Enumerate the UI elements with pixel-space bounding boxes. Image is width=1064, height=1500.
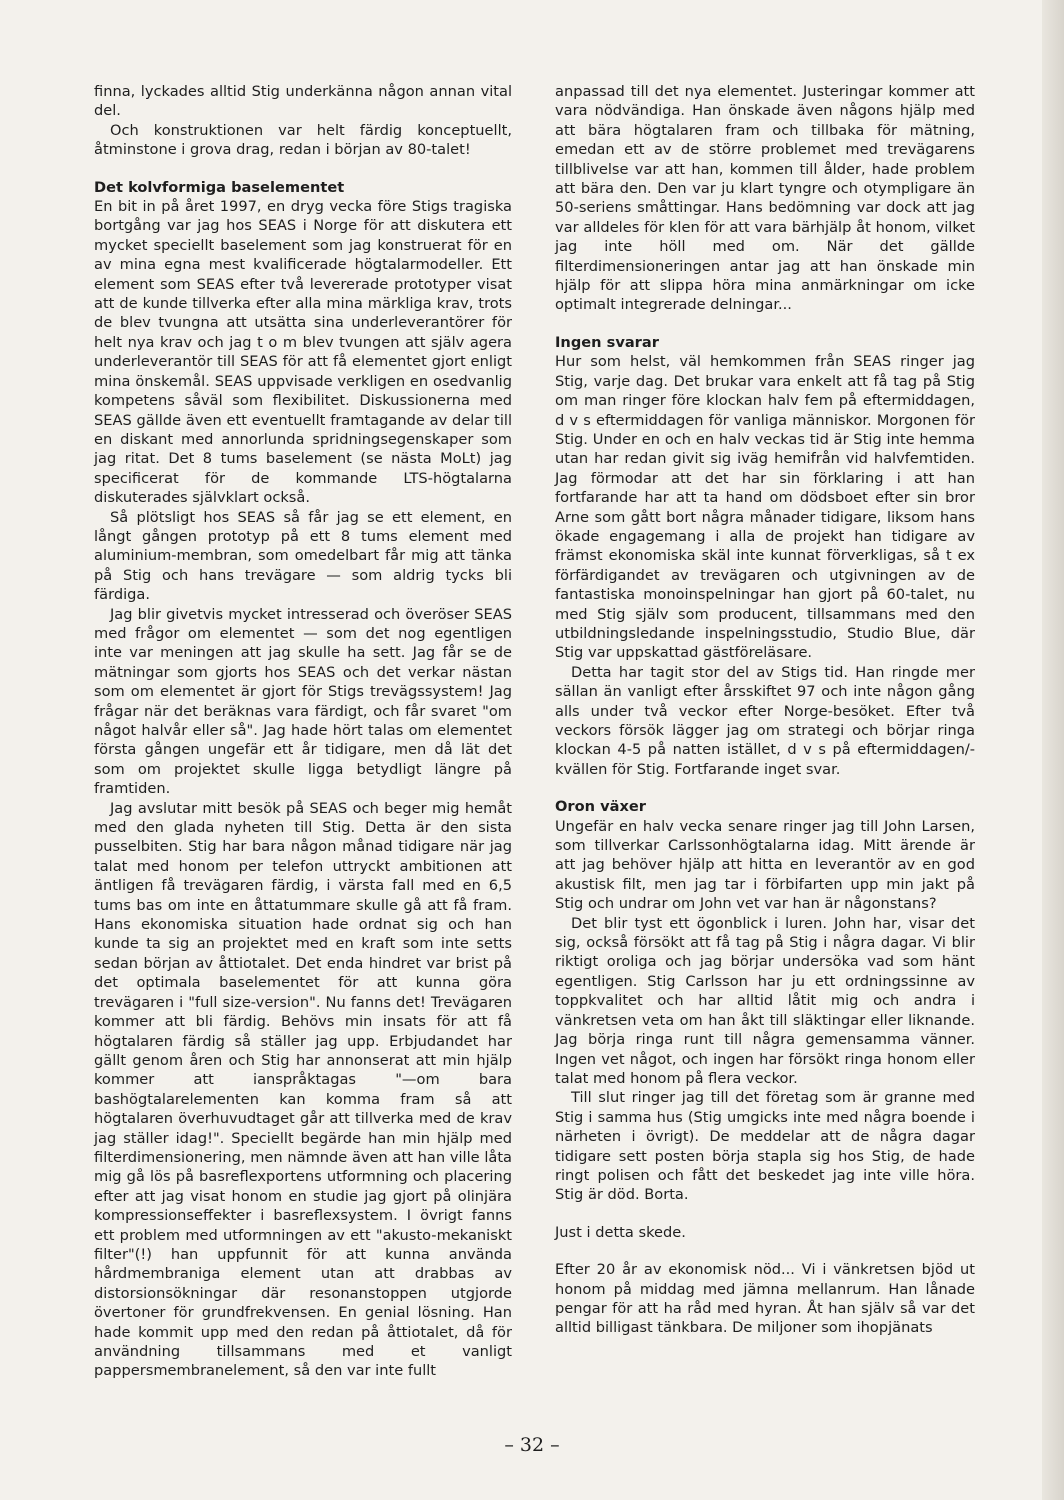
paragraph: Just i detta skede.: [555, 1223, 686, 1241]
section-heading: Det kolvformiga baselementet: [94, 178, 345, 196]
section-heading: Oron växer: [555, 798, 646, 816]
paragraph: Till slut ringer jag till det företag som är granne med Stig i samma hus (Stig umgicks inte med några boende i närheten i övrigt). De meddelar att de några dagar tidigare sett posten börja stapla sig hos Stig, de hade ringt polisen och fått det beskedet jag inte ville höra. Stig är död. Borta.: [555, 1089, 975, 1204]
paragraph: Ungefär en halv vecka senare ringer jag till John Larsen, som tillverkar Carlssonhögtalarna idag. Mitt ärende är att jag behöver hjälp att hitta en leverantör av en god akustisk filt, men jag tar i förbifarten upp min jakt på Stig och undrar om John vet var han är någonstans?: [555, 817, 975, 913]
paragraph: anpassad till det nya elementet. Justeringar kommer att vara nödvändiga. Han önskade även någons hjälp med att bära högtalaren fram och tillbaka för mätning, emedan ett av de större problemet med trevägarens tillblivelse var att han, kommen till ålder, hade problem att bära den. Den var ju klart tyngre och otympligare än 50-seriens småttingar. Hans bedömning var dock att jag var alldeles för klen för att vara bärhjälp åt honom, vilket jag inte höll med om. När det gällde filterdimensioneringen antar jag att han önskade min hjälp för att slippa höra mina anmärkningar om icke optimalt integrerade delningar...: [555, 83, 975, 314]
paragraph: Det blir tyst ett ögonblick i luren. John har, visar det sig, också försökt att få tag på Stig i några dagar. Vi blir riktigt oroliga och jag börjar undersöka vad som hänt egentligen. Stig Carlsson har ju ett ordningssinne av toppkvalitet och har alltid låtit mig och andra i vänkretsen veta om han åkt till släktingar eller liknande. Jag börja ringa runt till några gemensamma vänner. Ingen vet något, och ingen har försökt ringa honom eller talat med honom på flera veckor.: [555, 914, 975, 1087]
paragraph: Och konstruktionen var helt färdig konceptuellt, åtminstone i grova drag, redan i början av 80-talet!: [94, 121, 512, 159]
page-edge-shadow: [1042, 0, 1064, 1500]
paragraph: En bit in på året 1997, en dryg vecka före Stigs tragiska bortgång var jag hos SEAS i Norge för att diskutera ett mycket speciellt baselement som jag konstruerat för en av mina egna mest kvalificerade högtalarmodeller. Ett element som SEAS efter två levererade prototyper visat att de kunde tillverka efter alla mina märkliga krav, trots de blev tvungna att utsätta sina underleverantörer för helt nya krav och jag t o m blev tvungen att själv agera underleverantör till SEAS för att få elementet gjort enligt mina önskemål. SEAS uppvisade verkligen en osedvanlig kompetens såväl som flexibilitet. Diskussionerna med SEAS gällde även ett eventuellt framtagande av delar till en diskant med annorlunda spridningsegenskaper som jag ritat. Det 8 tums baselement (se nästa MoLt) jag specificerat för de kommande LTS-högtalarna diskuterades självklart också.: [94, 198, 512, 507]
right-column: [555, 82, 975, 1338]
page-number: – 32 –: [504, 1434, 560, 1456]
paragraph: Så plötsligt hos SEAS så får jag se ett element, en långt gången prototyp på ett 8 tums element med aluminium-membran, som omedelbart får mig att tänka på Stig och hans trevägare — som aldrig tycks bli färdiga.: [94, 508, 512, 604]
paragraph: Efter 20 år av ekonomisk nöd... Vi i vänkretsen bjöd ut honom på middag med jämna mellanrum. Han lånade pengar för att ha råd med hyran. Åt han själv så var det alltid billigast tänkbara. De miljoner som ihopjänats: [555, 1261, 975, 1337]
paragraph: Hur som helst, väl hemkommen från SEAS ringer jag Stig, varje dag. Det brukar vara enkelt att få tag på Stig om man ringer före klockan halv fem på eftermiddagen, d v s eftermiddagen för vanliga människor. Morgonen för Stig. Under en och en halv veckas tid är Stig inte hemma utan har redan givit sig iväg hemifrån vid halvfemtiden. Jag förmodar att det har sin förklaring i att han fortfarande har att ta hand om dödsboet efter sin bror Arne som gått bort några månader tidigare, liksom hans ökade engagemang i alla de projekt han tidigare av främst ekonomiska skäl inte kunnat förverkligas, så t ex förfärdigandet av trevägaren och utgivningen av de fantastiska monoinspelningar han gjort på 60-talet, nu med Stig själv som producent, tillsammans med den utbildningsledande inspelningsstudio, Studio Blue, där Stig var uppskattad gästföreläsare.: [555, 353, 975, 662]
paragraph: finna, lyckades alltid Stig underkänna någon annan vital del.: [94, 83, 512, 120]
section-heading: Ingen svarar: [555, 333, 659, 351]
left-column: [94, 82, 512, 1381]
paragraph: Detta har tagit stor del av Stigs tid. Han ringde mer sällan än vanligt efter årsskiftet 97 och inte någon gång alls under två veckor efter Norge-besöket. Efter två veckors försök lägger jag om strategi och börjar ringa klockan 4-5 på natten istället, d v s på eftermiddagen/-kvällen för Stig. Fortfarande inget svar.: [555, 663, 975, 778]
paragraph: Jag blir givetvis mycket intresserad och överöser SEAS med frågor om elementet — som det nog egentligen inte var meningen att jag skulle ha sett. Jag får se de mätningar som gjorts hos SEAS och det verkar nästan som om elementet är gjort för Stigs trevägssystem! Jag frågar när det beräknas vara färdigt, och får svaret "om något halvår eller så". Jag hade hört talas om elementet första gången ungefär ett år tidigare, men då lät det som om projektet skulle ligga betydligt längre på framtiden.: [94, 605, 512, 798]
paragraph: Jag avslutar mitt besök på SEAS och beger mig hemåt med den glada nyheten till Stig. Detta är den sista pusselbiten. Stig har bara någon månad tidigare när jag talat med honom per telefon uttryckt ambitionen att äntligen få trevägaren färdig, i värsta fall med en 6,5 tums bas om inte en åttatummare skulle gå att få fram. Hans ekonomiska situation hade ordnat sig och han kunde ta sig an projektet med en kraft som inte setts sedan början av åttiotalet. Det enda hindret var brist på det optimala baselementet för att kunna göra trevägaren i "full size-version". Nu fanns det! Trevägaren kommer att bli färdig. Behövs min insats för att få högtalaren färdig så ställer jag upp. Erbjudandet har gällt genom åren och Stig har annonserat att min hjälp kommer att ianspråktagas "—om bara bashögtalarelementen kan komma fram så att högtalaren överhuvudtaget går att tillverka med de krav jag ställer idag!". Speciellt begärde han min hjälp med filterdimensionering, men nämnde även att han ville låta mig gå lös på basreflexportens utformning och placering efter att jag visat honom en studie jag gjort på olinjära kompressionseffekter i basreflexsystem. I övrigt fanns ett problem med utformningen av ett "akusto-mekaniskt filter"(!) han uppfunnit för att kunna använda hårdmembraniga element utan att drabbas av distorsionsökningar där resonanstoppen utgjorde övertoner för grundfrekvensen. En genial lösning. Han hade kommit upp med den redan på åttiotalet, då för användning tillsammans med et vanligt pappersmembranelement, så den var inte fullt: [94, 799, 512, 1380]
